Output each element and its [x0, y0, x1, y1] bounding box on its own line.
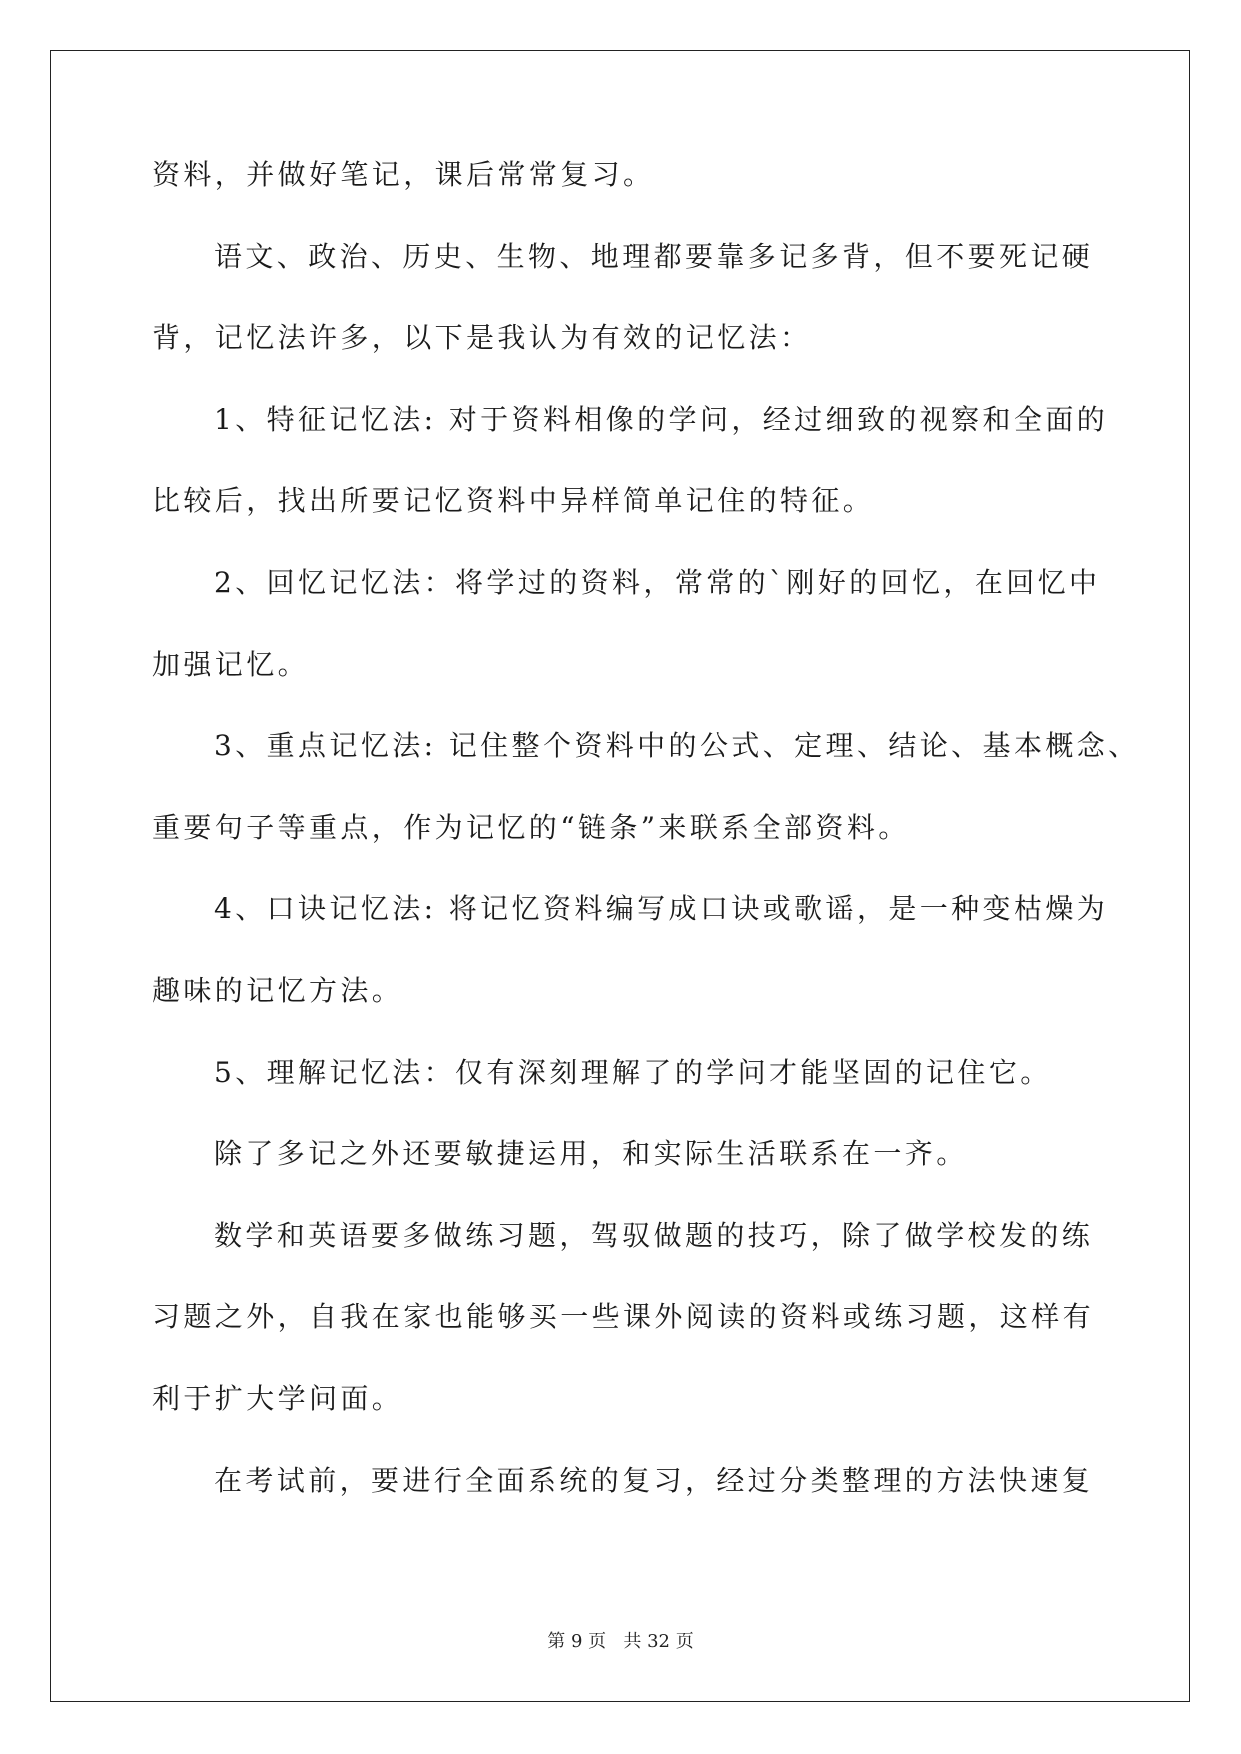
text-line: 比较后，找出所要记忆资料中异样简单记住的特征。	[152, 484, 875, 518]
page-total: 共 32 页	[623, 1631, 694, 1652]
text-line: 2、回忆记忆法：将学过的资料，常常的`刚好的回忆，在回忆中	[214, 565, 1101, 599]
text-line: 数学和英语要多做练习题，驾驭做题的技巧，除了做学校发的练	[214, 1218, 1094, 1252]
text-line: 重要句子等重点，作为记忆的“链条”来联系全部资料。	[152, 810, 910, 844]
text-line: 资料，并做好笔记，课后常常复习。	[152, 158, 655, 191]
text-line: 在考试前，要进行全面系统的复习，经过分类整理的方法快速复	[214, 1463, 1094, 1497]
text-line: 4、口诀记忆法: 将记忆资料编写成口诀或歌谣，是一种变枯燥为	[214, 892, 1109, 926]
text-line: 习题之外，自我在家也能够买一些课外阅读的资料或练习题，这样有	[152, 1300, 1095, 1334]
text-line: 3、重点记忆法: 记住整个资料中的公式、定理、结论、基本概念、	[214, 729, 1140, 763]
text-line: 5、理解记忆法：仅有深刻理解了的学问才能坚固的记住它。	[214, 1055, 1052, 1089]
text-line: 背，记忆法许多，以下是我认为有效的记忆法：	[152, 321, 812, 355]
text-line: 利于扩大学问面。	[152, 1381, 404, 1415]
text-line: 除了多记之外还要敏捷运用，和实际生活联系在一齐。	[214, 1137, 968, 1171]
text-line: 1、特征记忆法: 对于资料相像的学问，经过细致的视察和全面的	[214, 402, 1109, 436]
text-line: 语文、政治、历史、生物、地理都要靠多记多背，但不要死记硬	[214, 239, 1094, 273]
page-footer	[0, 1627, 1241, 1653]
text-line: 加强记忆。	[152, 647, 310, 681]
document-body	[152, 155, 1140, 1542]
page-number: 第 9 页	[547, 1631, 607, 1652]
text-line: 趣味的记忆方法。	[152, 973, 404, 1007]
